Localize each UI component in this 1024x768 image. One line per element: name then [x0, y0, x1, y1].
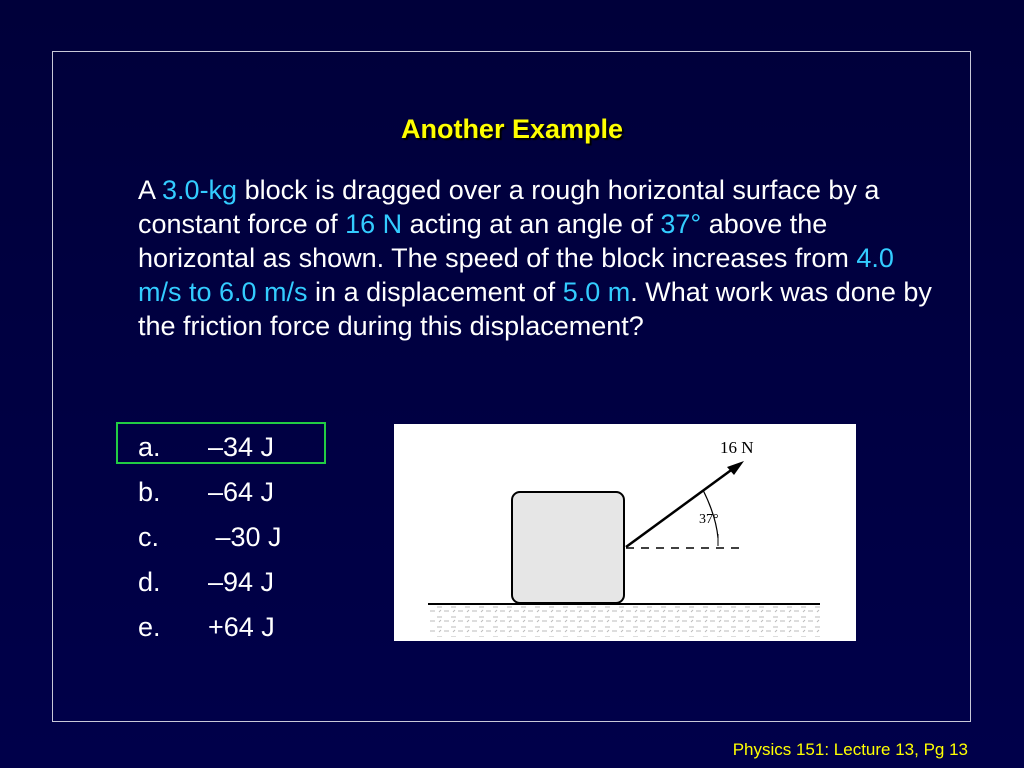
problem-statement: [138, 173, 938, 343]
choice-value: –94 J: [208, 567, 275, 597]
choice-value: –30 J: [208, 522, 282, 552]
displacement-value: 5.0 m: [562, 277, 631, 307]
angle-label: 37°: [699, 512, 719, 527]
slide-title: Another Example: [400, 114, 624, 144]
problem-text: in a displacement of: [307, 277, 563, 307]
choice-letter: c.: [138, 522, 160, 552]
problem-text: . What work was done by the friction force during this displacement?: [138, 277, 932, 341]
problem-text: above the horizontal as shown. The speed of the block increases from: [138, 209, 857, 273]
slide-footer: Physics 151: Lecture 13, Pg 13: [732, 740, 968, 759]
ground-texture: [428, 605, 820, 637]
choice-letter: e.: [138, 612, 161, 642]
problem-text: acting at an angle of: [402, 209, 661, 239]
choice-letter: b.: [138, 477, 161, 507]
block-force-diagram: [394, 424, 856, 641]
choice-value: –64 J: [208, 477, 275, 507]
force-label: 16 N: [720, 438, 754, 457]
speed-values: 4.0 m/s to 6.0 m/s: [138, 243, 894, 307]
force-arrowhead: [727, 461, 744, 475]
block: [512, 492, 624, 603]
choice-value: +64 J: [208, 612, 275, 642]
choice-letter: a.: [138, 432, 161, 462]
mass-value: 3.0-kg: [162, 175, 238, 205]
angle-value: 37°: [660, 209, 702, 239]
problem-text: A: [138, 175, 163, 205]
choice-letter: d.: [138, 567, 161, 597]
problem-text: block is dragged over a rough horizontal surface by a constant force of: [138, 175, 880, 239]
choice-value: –34 J: [208, 432, 275, 462]
force-value: 16 N: [345, 209, 403, 239]
